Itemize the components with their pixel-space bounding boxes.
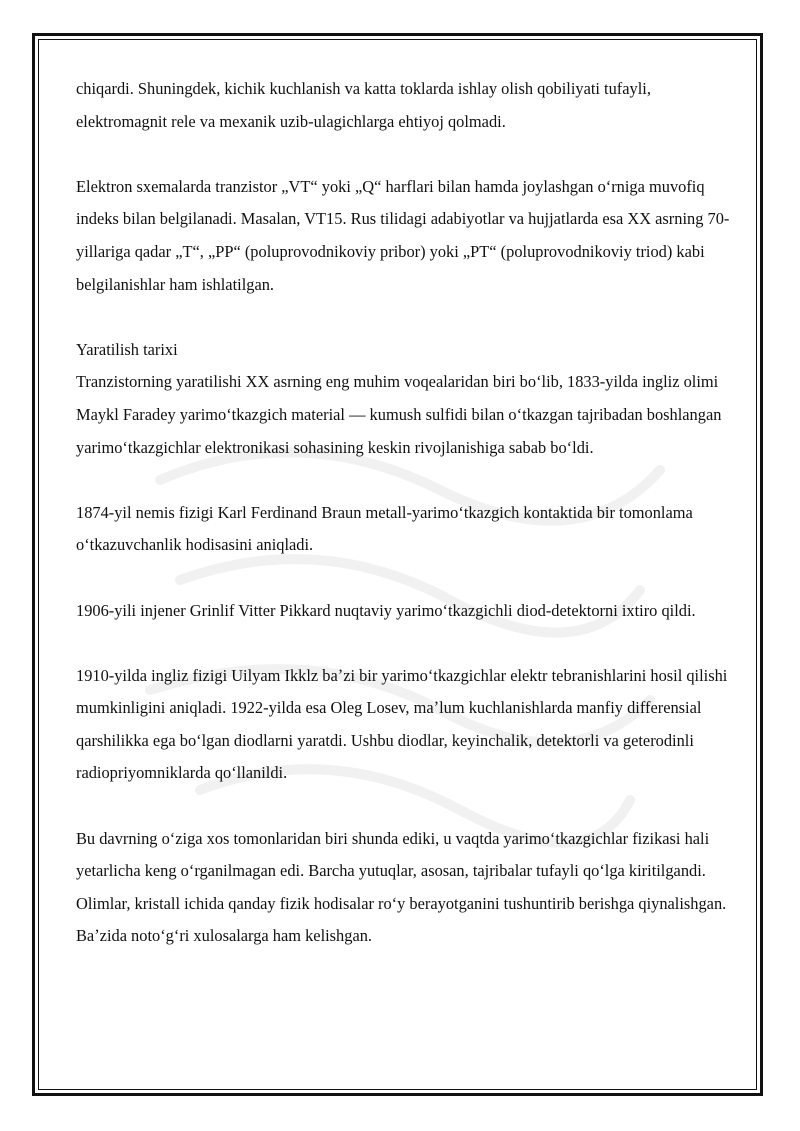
section-heading: Yaratilish tarixi [76,339,178,359]
paragraph: 1874-yil nemis fizigi Karl Ferdinand Braun metall-yarimoʻtkazgich kontaktida bir tomonlama oʻtkazuvchanlik hodisasini aniqladi. [76,502,693,555]
paragraph: 1910-yilda ingliz fizigi Uilyam Ikklz baʼzi bir yarimoʻtkazgichlar elektr tebranishlarini hosil qilishi mumkinligini aniqladi. 1922-yilda esa Oleg Losev, maʼlum kuchlanishlarda manfiy differensial qarshilikka ega boʻlgan diodlarni yaratdi. Ushbu diodlar, keyinchalik, detektorli va geterodinli radiopriyomniklarda qoʻllanildi. [76,665,728,783]
paragraph: 1906-yili injener Grinlif Vitter Pikkard nuqtaviy yarimoʻtkazgichli diod-detektorni ixtiro qildi. [76,600,696,620]
paragraph: Bu davrning oʻziga xos tomonlaridan biri shunda ediki, u vaqtda yarimoʻtkazgichlar fizikasi hali yetarlicha keng oʻrganilmagan edi. Barcha yutuqlar, asosan, tajribalar tufayli qoʻlga kiritilgandi. Olimlar, kristall ichida qanday fizik hodisalar roʻy berayotganini tushuntirib berishga qiynalishgan. Baʼzida notoʻgʻri xulosalarga ham kelishgan. [76,828,727,946]
paragraph: Elektron sxemalarda tranzistor „VT“ yoki „Q“ harflari bilan hamda joylashgan oʻrniga muvofiq indeks bilan belgilanadi. Masalan, VT15. Rus tilidagi adabiyotlar va hujjatlarda esa XX asrning 70-yillariga qadar „T“, „PP“ (poluprovodnikoviy pribor) yoki „PT“ (poluprovodnikoviy triod) kabi belgilanishlar ham ishlatilgan. [76,176,730,294]
document-body [76,73,736,986]
paragraph: chiqardi. Shuningdek, kichik kuchlanish va katta toklarda ishlay olish qobiliyati tufayli, elektromagnit rele va mexanik uzib-ulagichlarga ehtiyoj qolmadi. [76,79,651,131]
paragraph: Tranzistorning yaratilishi XX asrning eng muhim voqealaridan biri boʻlib, 1833-yilda ingliz olimi Maykl Faradey yarimoʻtkazgich material — kumush sulfidi bilan oʻtkazgan tajribadan boshlangan yarimoʻtkazgichlar elektronikasi sohasining keskin rivojlanishiga sabab boʻldi. [76,372,722,457]
